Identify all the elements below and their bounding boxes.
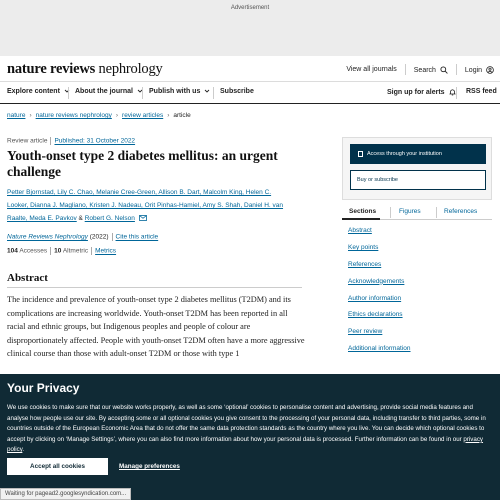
login-button[interactable] — [465, 66, 494, 74]
publish-label: Publish with us — [149, 88, 201, 95]
authors-line-2[interactable]: Looker, Dianna J. Magliano, Kristen J. Nadeau, Orit Pinhas-Hamiel, Amy S. Shah, Daniel H. van — [7, 202, 284, 209]
explore-content-menu[interactable] — [7, 88, 70, 95]
journal-name-link[interactable]: Nature Reviews Nephrology — [7, 233, 88, 241]
metrics-link[interactable]: Metrics — [95, 247, 117, 255]
chevron-right-icon: › — [115, 112, 119, 119]
user-icon — [486, 66, 494, 74]
article-meta — [7, 137, 135, 145]
view-all-journals-link[interactable]: View all journals — [346, 66, 397, 73]
search-button[interactable] — [414, 66, 448, 74]
divider — [50, 247, 51, 255]
divider — [456, 87, 457, 99]
divider — [390, 207, 391, 218]
tab-sections[interactable]: Sections — [349, 208, 377, 215]
altmetric-count: 10 — [54, 247, 62, 255]
accesses-label: Accesses — [19, 247, 48, 255]
access-box — [342, 137, 492, 200]
breadcrumb — [7, 112, 191, 119]
cookie-period: . — [22, 446, 25, 454]
breadcrumb-journal[interactable]: nature reviews nephrology — [35, 112, 112, 119]
journal-logo[interactable] — [7, 61, 163, 78]
main-nav — [0, 82, 500, 104]
divider — [213, 87, 214, 99]
section-list — [348, 226, 411, 361]
cookie-body-text: We use cookies to make sure that our website works properly, as well as some ‘optional’ cookies to personalise content and advertising, provide social media features and analyse how people use our site. By accepting some or all optional cookies you give consent to the processing of your personal data, including transfer to third parties, some in countries outside of the European Economic Area that do not offer the same data protection standards as the country where you live. You can decide which optional cookies to accept by clicking on ‘Manage Settings’, where you can also find more information about how your personal data is processed. Further information can be found in our — [7, 404, 486, 443]
authors-line-3a[interactable]: Raalte, Meda E. Pavkov — [7, 215, 77, 222]
cookie-heading: Your Privacy — [7, 381, 80, 395]
privacy-policy-link[interactable]: privacy policy — [7, 435, 484, 454]
breadcrumb-nature[interactable]: nature — [7, 112, 26, 119]
published-date-link[interactable]: Published: 31 October 2022 — [54, 137, 136, 145]
cookie-banner — [0, 374, 500, 500]
tab-figures[interactable]: Figures — [399, 208, 421, 215]
access-institution-label: Access through your institution — [367, 151, 442, 157]
toc-ethics-declarations[interactable]: Ethics declarations — [348, 311, 403, 319]
institution-icon — [358, 151, 363, 157]
altmetric-label: Altmetric — [62, 247, 89, 255]
divider — [68, 87, 69, 99]
divider — [91, 247, 92, 255]
brand-bold: nature reviews — [7, 61, 96, 77]
toc-additional-information[interactable]: Additional information — [348, 345, 411, 353]
divider — [436, 207, 437, 218]
tab-references[interactable]: References — [444, 208, 478, 215]
divider — [405, 64, 406, 75]
journal-citation — [7, 233, 158, 241]
article-title: Youth-onset type 2 diabetes mellitus: an urgent challenge — [7, 148, 278, 179]
breadcrumb-review-articles[interactable]: review articles — [122, 112, 164, 119]
rss-feed-link[interactable]: RSS feed — [466, 88, 497, 95]
sidebar-tabs — [342, 205, 492, 220]
toc-acknowledgements[interactable]: Acknowledgements — [348, 277, 405, 285]
toc-abstract[interactable]: Abstract — [348, 227, 372, 234]
cite-article-link[interactable]: Cite this article — [115, 233, 159, 241]
bell-icon — [449, 88, 456, 96]
accept-all-cookies-button[interactable]: Accept all cookies — [7, 458, 108, 475]
article-type: Review article — [7, 137, 48, 145]
about-journal-label: About the journal — [75, 88, 133, 95]
divider — [50, 137, 51, 145]
chevron-right-icon: › — [29, 112, 32, 119]
advertisement-banner — [0, 0, 500, 56]
email-icon[interactable] — [139, 215, 147, 221]
sign-up-alerts-link[interactable] — [387, 88, 456, 96]
toc-author-information[interactable]: Author information — [348, 294, 402, 302]
brand-light: nephrology — [98, 61, 163, 77]
toc-references[interactable]: References — [348, 260, 382, 268]
abstract-text: The incidence and prevalence of youth-onset type 2 diabetes mellitus (T2DM) and its complications are increasing worldwide. Youth-onset T2DM has been reported in all racial and ethnic groups, but Indigenous peoples and people of colour are disproportionately affected. People with youth-onset T2DM often have a more aggressive clinical course than those with adult-onset T2DM or those with type 1 — [7, 295, 305, 358]
active-tab-indicator — [342, 218, 380, 220]
publish-with-us-menu[interactable] — [149, 88, 210, 95]
article-metrics — [7, 247, 116, 255]
abstract-heading: Abstract — [7, 272, 48, 284]
breadcrumb-current: article — [173, 112, 191, 119]
article-year: (2022) — [89, 233, 109, 241]
alerts-label: Sign up for alerts — [387, 88, 445, 96]
authors-and: & — [76, 215, 85, 222]
masthead — [0, 56, 500, 82]
browser-status-bar: Waiting for pagead2.googlesyndication.com... — [0, 488, 131, 500]
toc-key-points[interactable]: Key points — [348, 243, 379, 251]
search-label: Search — [413, 66, 436, 74]
cookie-body — [7, 403, 495, 456]
manage-preferences-button[interactable]: Manage preferences — [119, 463, 180, 470]
search-icon — [440, 66, 448, 74]
divider — [456, 64, 457, 75]
advertisement-label: Advertisement — [230, 5, 270, 11]
buy-subscribe-button[interactable]: Buy or subscribe — [350, 170, 486, 190]
abstract-divider — [7, 287, 302, 288]
login-label: Login — [464, 66, 483, 74]
chevron-down-icon — [204, 88, 210, 94]
chevron-right-icon: › — [167, 112, 170, 119]
access-institution-button[interactable] — [350, 144, 486, 164]
divider — [142, 87, 143, 99]
divider — [112, 233, 113, 241]
explore-content-label: Explore content — [7, 88, 60, 95]
accesses-count: 104 — [7, 247, 18, 255]
toc-peer-review[interactable]: Peer review — [348, 328, 383, 336]
authors-line-3b[interactable]: Robert G. Nelson — [84, 215, 135, 222]
author-list — [7, 186, 297, 225]
about-journal-menu[interactable] — [75, 88, 143, 95]
authors-line-1[interactable]: Petter Bjornstad, Lily C. Chao, Melanie Cree-Green, Allison B. Dart, Malcolm King, Helen C. — [7, 189, 272, 196]
subscribe-link[interactable]: Subscribe — [220, 88, 254, 95]
